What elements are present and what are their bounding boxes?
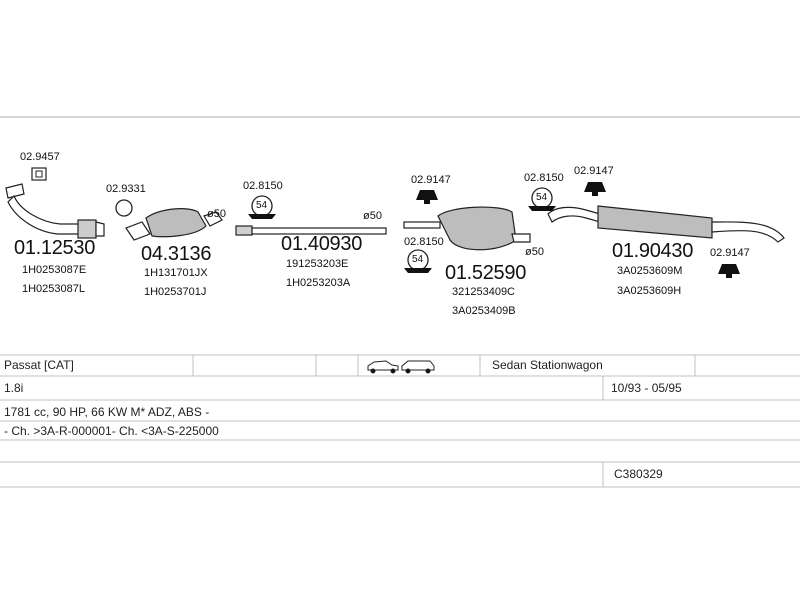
fitting-label: 02.9147 — [411, 174, 451, 186]
fitting-label: 02.8150 — [243, 180, 283, 192]
front-pipe-drawing — [6, 184, 104, 238]
catalog-code: C380329 — [614, 467, 663, 481]
part-ref: 1H0253087E — [22, 264, 87, 276]
part-ref: 321253409C — [452, 286, 516, 298]
gasket-icon — [32, 168, 46, 180]
part-code: 04.3136 — [141, 243, 212, 265]
fitting-label: 02.9147 — [710, 247, 750, 259]
engine-spec: 1781 cc, 90 HP, 66 KW M* ADZ, ABS - — [4, 405, 210, 419]
clamp-size-label: 54 — [412, 254, 424, 265]
clamp-size-label: 54 — [536, 192, 548, 203]
part-code: 01.12530 — [14, 237, 96, 259]
part-code: 01.52590 — [445, 262, 527, 284]
fitting-label: 02.9147 — [574, 165, 614, 177]
clamp-size-label: 54 — [256, 200, 268, 211]
ring-icon — [116, 200, 132, 216]
stationwagon-icon — [402, 361, 434, 373]
rear-muffler-drawing — [548, 206, 784, 242]
part-ref: 1H0253701J — [144, 286, 207, 298]
part-ref: 191253203E — [286, 258, 349, 270]
diameter-label: ø50 — [207, 208, 226, 220]
hanger-icon — [718, 264, 740, 278]
part-ref: 3A0253609H — [617, 285, 682, 297]
part-code: 01.90430 — [612, 240, 694, 262]
part-ref: 1H0253087L — [22, 283, 86, 295]
fitting-label: 02.8150 — [524, 172, 564, 184]
engine: 1.8i — [4, 381, 24, 395]
chassis-range: - Ch. >3A-R-000001- Ch. <3A-S-225000 — [4, 424, 219, 438]
fitting-label: 02.9457 — [20, 151, 60, 163]
fitting-label: 02.9331 — [106, 183, 146, 195]
part-ref: 3A0253609M — [617, 265, 683, 277]
vehicle-model: Passat [CAT] — [4, 358, 74, 372]
production-years: 10/93 - 05/95 — [611, 381, 682, 395]
hanger-icon — [416, 190, 438, 204]
part-ref: 3A0253409B — [452, 305, 516, 317]
part-ref: 1H0253203A — [286, 277, 351, 289]
diameter-label: ø50 — [525, 246, 544, 258]
body-types: Sedan Stationwagon — [492, 358, 603, 372]
part-ref: 1H131701JX — [144, 267, 208, 279]
diameter-label: ø50 — [363, 210, 382, 222]
part-code: 01.40930 — [281, 233, 363, 255]
hanger-icon — [584, 182, 606, 196]
sedan-icon — [368, 361, 398, 373]
fitting-label: 02.8150 — [404, 236, 444, 248]
